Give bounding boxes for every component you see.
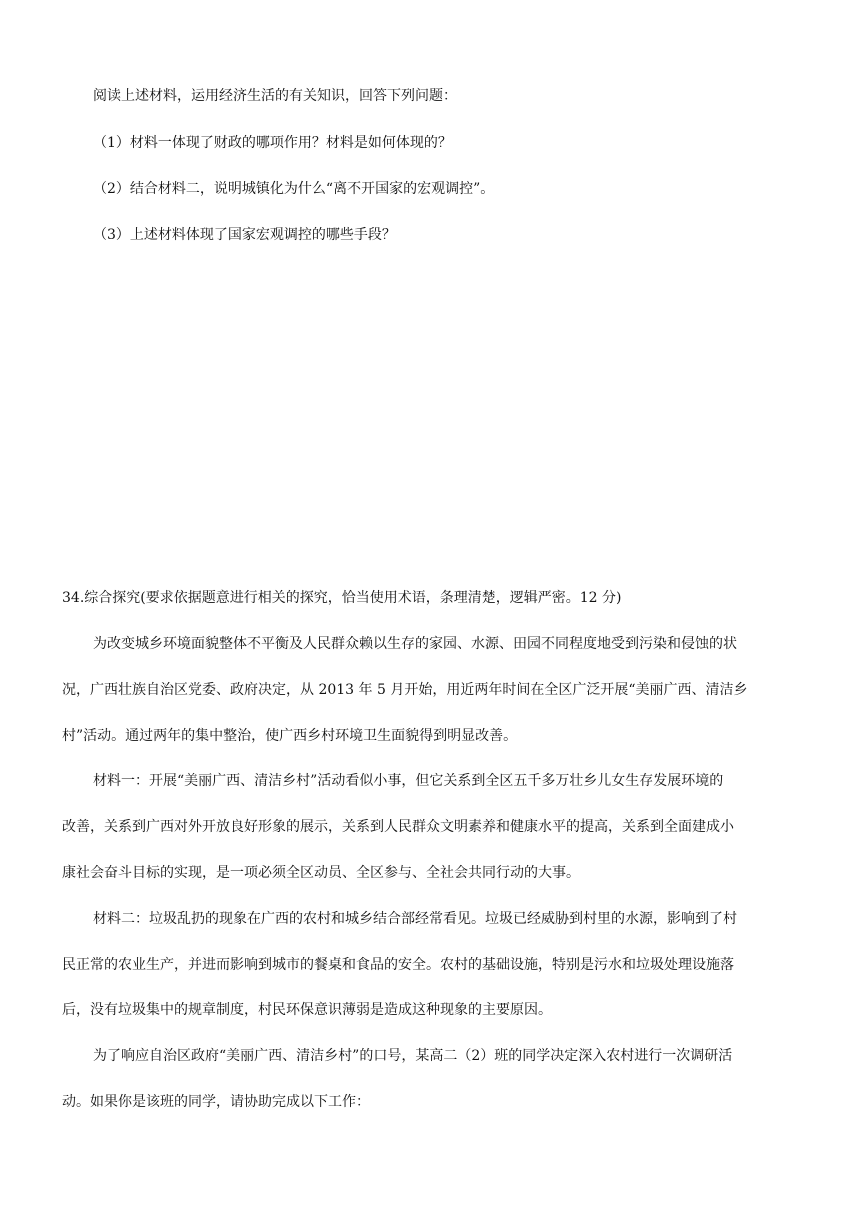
question-2: （2）结合材料二，说明城镇化为什么“离不开国家的宏观调控”。 — [93, 181, 495, 197]
question-1: （1）材料一体现了财政的哪项作用？材料是如何体现的？ — [93, 135, 452, 151]
task-line-1: 为了响应自治区政府“美丽广西、清洁乡村”的口号，某高二（2）班的同学决定深入农村进行一次调研活 — [93, 1048, 733, 1064]
material-1-line-1: 材料一：开展“美丽广西、清洁乡村”活动看似小事，但它关系到全区五千多万壮乡儿女生存发展环境的 — [93, 773, 724, 789]
material-2-line-2: 民正常的农业生产，并进而影响到城市的餐桌和食品的安全。农村的基础设施，特别是污水和垃圾处理设施落 — [62, 957, 734, 973]
background-line-3: 村”活动。通过两年的集中整治，使广西乡村环境卫生面貌得到明显改善。 — [62, 728, 518, 744]
instruction-text: 阅读上述材料，运用经济生活的有关知识，回答下列问题： — [93, 88, 457, 104]
material-2-line-1: 材料二：垃圾乱扔的现象在广西的农村和城乡结合部经常看见。垃圾已经威胁到村里的水源，影响到了村 — [93, 911, 737, 927]
question-34-heading: 34.综合探究(要求依据题意进行相关的探究，恰当使用术语，条理清楚，逻辑严密。12 分) — [62, 590, 622, 606]
background-line-1: 为改变城乡环境面貌整体不平衡及人民群众赖以生存的家园、水源、田园不同程度地受到污染和侵蚀的状 — [93, 636, 737, 652]
question-3: （3）上述材料体现了国家宏观调控的哪些手段？ — [93, 227, 396, 243]
material-2-line-3: 后，没有垃圾集中的规章制度，村民环保意识薄弱是造成这种现象的主要原因。 — [62, 1002, 552, 1018]
material-1-line-2: 改善，关系到广西对外开放良好形象的展示，关系到人民群众文明素养和健康水平的提高，关系到全面建成小 — [62, 819, 734, 835]
task-line-2: 动。如果你是该班的同学，请协助完成以下工作： — [62, 1094, 370, 1110]
material-1-line-3: 康社会奋斗目标的实现，是一项必须全区动员、全区参与、全社会共同行动的大事。 — [62, 865, 580, 881]
background-line-2: 况，广西壮族自治区党委、政府决定，从 2013 年 5 月开始，用近两年时间在全区广泛开展“美丽广西、清洁乡 — [62, 682, 748, 698]
